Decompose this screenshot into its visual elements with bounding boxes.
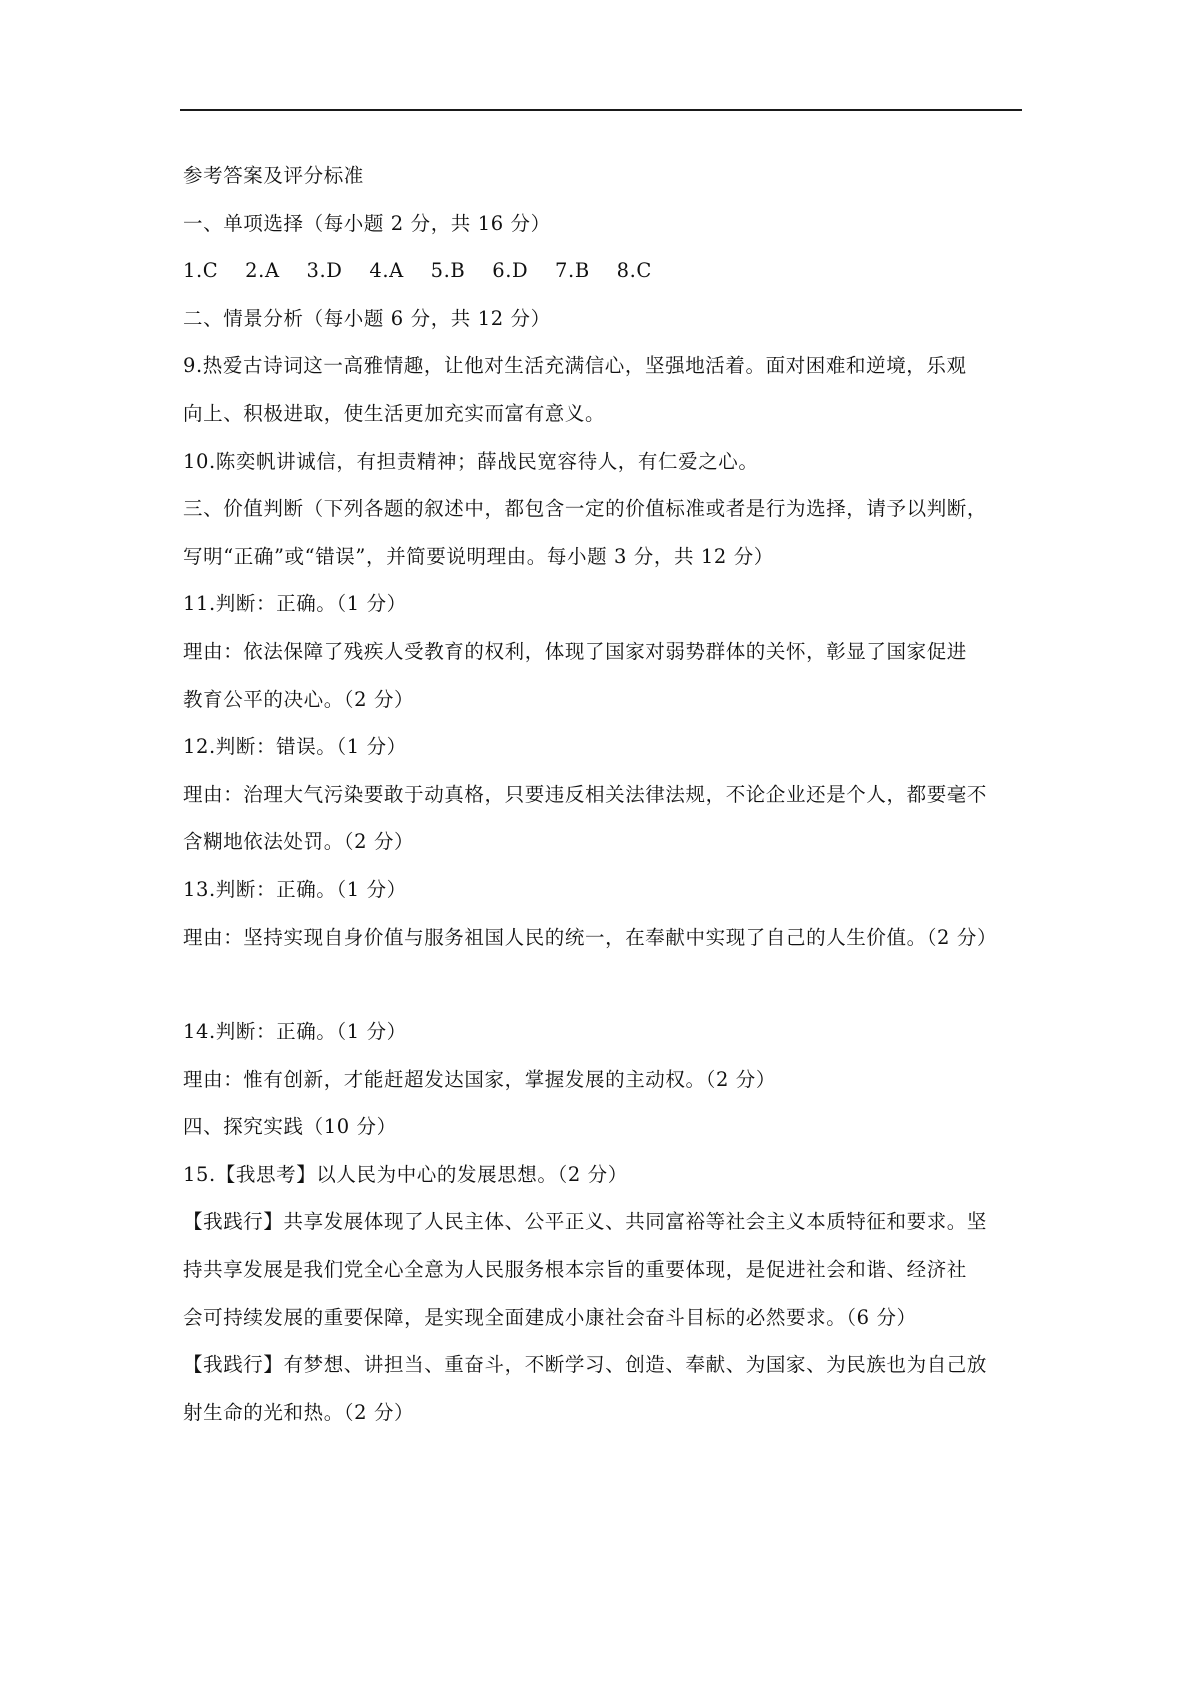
q15-practice1-line-2: 持共享发展是我们党全心全意为人民服务根本宗旨的重要体现，是促进社会和谐、经济社 [183, 1258, 967, 1282]
section2-heading: 二、情景分析（每小题 6 分，共 12 分） [183, 306, 551, 330]
answer-key-body [183, 152, 1028, 1436]
q11-reason-line-1: 理由：依法保障了残疾人受教育的权利，体现了国家对弱势群体的关怀，彰显了国家促进 [183, 639, 967, 663]
section1-heading: 一、单项选择（每小题 2 分，共 16 分） [183, 211, 551, 235]
q13-reason: 理由：坚持实现自身价值与服务祖国人民的统一，在奉献中实现了自己的人生价值。（2 分） [183, 925, 998, 949]
section3-heading-line-1: 三、价值判断（下列各题的叙述中，都包含一定的价值标准或者是行为选择，请予以判断， [183, 497, 988, 521]
section4-heading: 四、探究实践（10 分） [183, 1115, 397, 1139]
q10-answer: 10.陈奕帆讲诚信，有担责精神；薛战民宽容待人，有仁爱之心。 [183, 449, 759, 473]
answer-1: 1.C [183, 259, 219, 283]
q14-judgement: 14.判断：正确。（1 分） [183, 1020, 407, 1044]
answer-8: 8.C [616, 259, 652, 283]
q15-practice1-line-3: 会可持续发展的重要保障，是实现全面建成小康社会奋斗目标的必然要求。（6 分） [183, 1305, 917, 1329]
answer-2: 2.A [245, 259, 280, 283]
q12-reason-line-1: 理由：治理大气污染要敢于动真格，只要违反相关法律法规，不论企业还是个人，都要毫不 [183, 782, 988, 806]
q13-judgement: 13.判断：正确。（1 分） [183, 877, 407, 901]
answer-4: 4.A [369, 259, 404, 283]
q15-practice2-line-1: 【我践行】有梦想、讲担当、重奋斗，不断学习、创造、奉献、为国家、为民族也为自己放 [183, 1353, 988, 1377]
q9-line-1: 9.热爱古诗词这一高雅情趣，让他对生活充满信心，坚强地活着。面对困难和逆境，乐观 [183, 354, 967, 378]
section3-heading-line-2: 写明“正确”或“错误”，并简要说明理由。每小题 3 分，共 12 分） [183, 544, 774, 568]
answer-6: 6.D [492, 259, 529, 283]
q9-line-2: 向上、积极进取，使生活更加充实而富有意义。 [183, 401, 606, 425]
q15-practice1-line-1: 【我践行】共享发展体现了人民主体、公平正义、共同富裕等社会主义本质特征和要求。坚 [183, 1210, 988, 1234]
mcq-answers [183, 247, 1028, 295]
q14-reason: 理由：惟有创新，才能赶超发达国家，掌握发展的主动权。（2 分） [183, 1067, 776, 1091]
q15-think: 15.【我思考】以人民为中心的发展思想。（2 分） [183, 1162, 628, 1186]
header-rule [180, 109, 1022, 111]
q11-judgement: 11.判断：正确。（1 分） [183, 592, 407, 616]
q11-reason-line-2: 教育公平的决心。（2 分） [183, 687, 415, 711]
document-title: 参考答案及评分标准 [183, 164, 364, 187]
q12-reason-line-2: 含糊地依法处罚。（2 分） [183, 830, 415, 854]
answer-5: 5.B [430, 259, 466, 283]
q12-judgement: 12.判断：错误。（1 分） [183, 735, 407, 759]
answer-3: 3.D [306, 259, 343, 283]
answer-7: 7.B [555, 259, 590, 283]
q15-practice2-line-2: 射生命的光和热。（2 分） [183, 1400, 415, 1424]
